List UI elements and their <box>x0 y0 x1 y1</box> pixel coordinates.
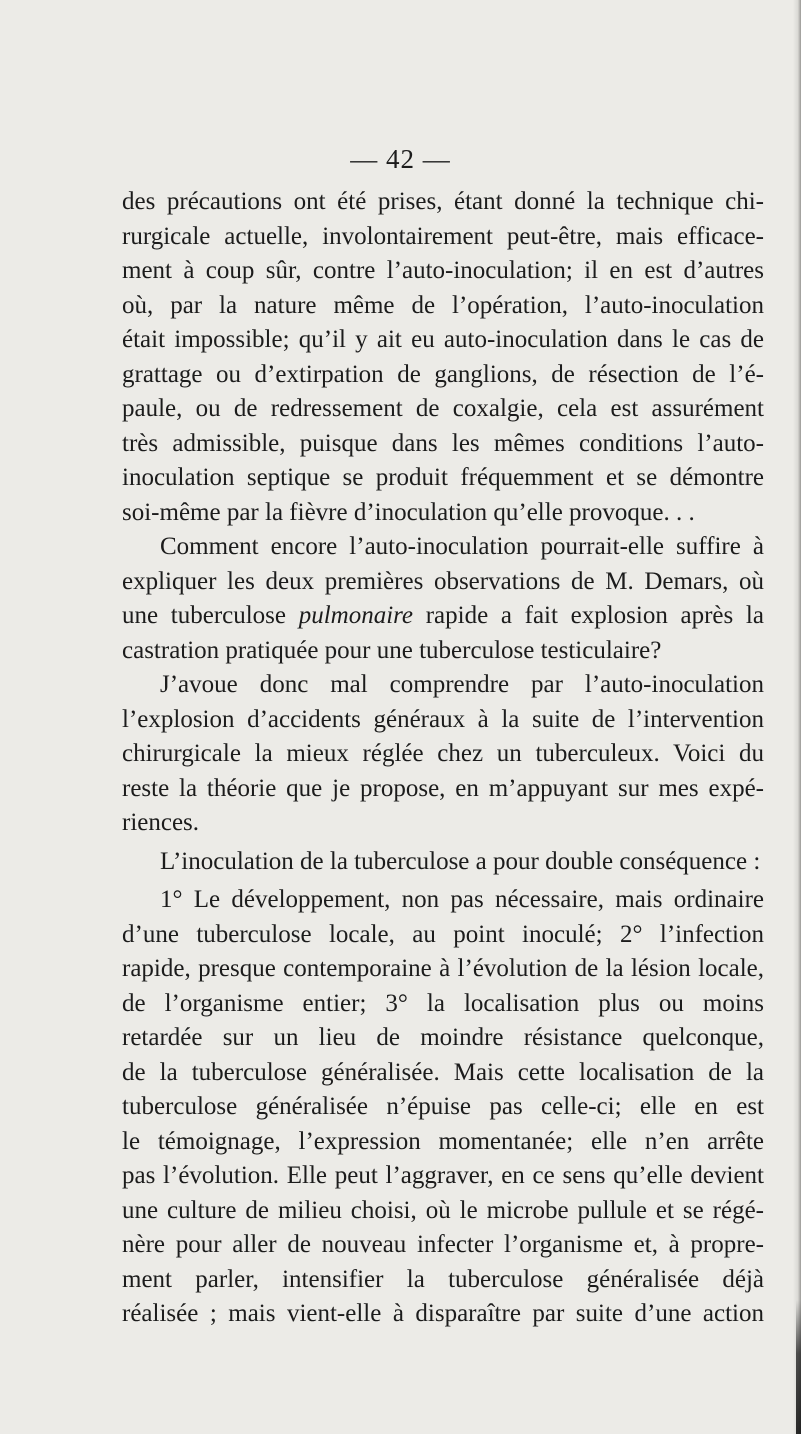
text-line: soi-même par la fièvre d’inoculation qu’elle provoque. . . <box>122 498 695 526</box>
text-line: de la tuberculose généralisée. Mais cette localisation de la <box>122 1058 764 1086</box>
text-segment: rapide a fait explosion après la <box>413 602 764 629</box>
text-line: reste la théorie que je propose, en m’appuyant sur mes expé- <box>122 774 764 802</box>
text-line: Comment encore l’auto-inoculation pourrait-elle suffire à <box>160 533 764 560</box>
paragraph <box>122 845 764 880</box>
text-line: réalisée ; mais vient-elle à disparaître par suite d’une action <box>122 1300 764 1327</box>
text-line: d’une tuberculose locale, au point inoculé; 2° l’infection <box>122 920 764 948</box>
text-line: où, par la nature même de l’opération, l’auto-inoculation <box>122 291 764 319</box>
text-line: expliquer les deux premières observations de M. Demars, où <box>122 567 764 595</box>
text-line: rapide, presque contemporaine à l’évolution de la lésion locale, <box>122 955 764 982</box>
text-line: l’explosion d’accidents généraux à la suite de l’intervention <box>122 705 764 733</box>
page-edge-dark <box>796 1300 801 1434</box>
page-edge-shadow <box>793 0 801 1434</box>
paragraph <box>122 668 764 841</box>
paragraph <box>122 185 764 530</box>
text-line: nère pour aller de nouveau infecter l’organisme et, à propre- <box>122 1231 764 1258</box>
paragraph <box>122 883 764 1332</box>
text-line: castration pratiquée pour une tuberculose testiculaire? <box>122 636 662 664</box>
text-line: une culture de milieu choisi, où le microbe pullule et se régé- <box>122 1196 764 1224</box>
text-line-with-italic <box>122 599 764 634</box>
text-line: très admissible, puisque dans les mêmes conditions l’auto- <box>122 429 764 457</box>
text-line: était impossible; qu’il y ait eu auto-inoculation dans le cas de <box>122 326 764 353</box>
text-line: tuberculose généralisée n’épuise pas celle-ci; elle en est <box>122 1093 764 1120</box>
text-line: chirurgicale la mieux réglée chez un tuberculeux. Voici du <box>122 740 764 767</box>
text-line: des précautions ont été prises, étant donné la technique chi- <box>122 188 764 215</box>
text-line: 1° Le développement, non pas nécessaire, mais ordinaire <box>160 886 764 913</box>
italic-word: pulmonaire <box>298 602 414 629</box>
text-line: paule, ou de redressement de coxalgie, cela est assurément <box>122 395 764 422</box>
text-line: inoculation septique se produit fréquemment et se démontre <box>122 464 764 491</box>
body-text <box>122 185 764 1332</box>
text-line: pas l’évolution. Elle peut l’aggraver, en ce sens qu’elle devient <box>122 1162 764 1189</box>
text-line: le témoignage, l’expression momentanée; elle n’en arrête <box>122 1127 764 1155</box>
text-line: retardée sur un lieu de moindre résistance quelconque, <box>122 1024 764 1051</box>
text-line: de l’organisme entier; 3° la localisation plus ou moins <box>122 989 764 1017</box>
text-line: grattage ou d’extirpation de ganglions, de résection de l’é- <box>122 360 764 388</box>
text-line: L’inoculation de la tuberculose a pour double conséquence : <box>160 847 761 875</box>
text-line: ment à coup sûr, contre l’auto-inoculation; il en est d’autres <box>122 257 764 284</box>
text-line: rurgicale actuelle, involontairement peut-être, mais efficace- <box>122 222 764 250</box>
text-line: riences. <box>122 809 200 836</box>
page-number: — 42 — <box>350 144 451 174</box>
text-segment: une tuberculose <box>122 602 299 629</box>
text-line: J’avoue donc mal comprendre par l’auto-inoculation <box>160 671 764 698</box>
text-line: ment parler, intensifier la tuberculose généralisée déjà <box>122 1265 764 1293</box>
paragraph <box>122 530 764 668</box>
